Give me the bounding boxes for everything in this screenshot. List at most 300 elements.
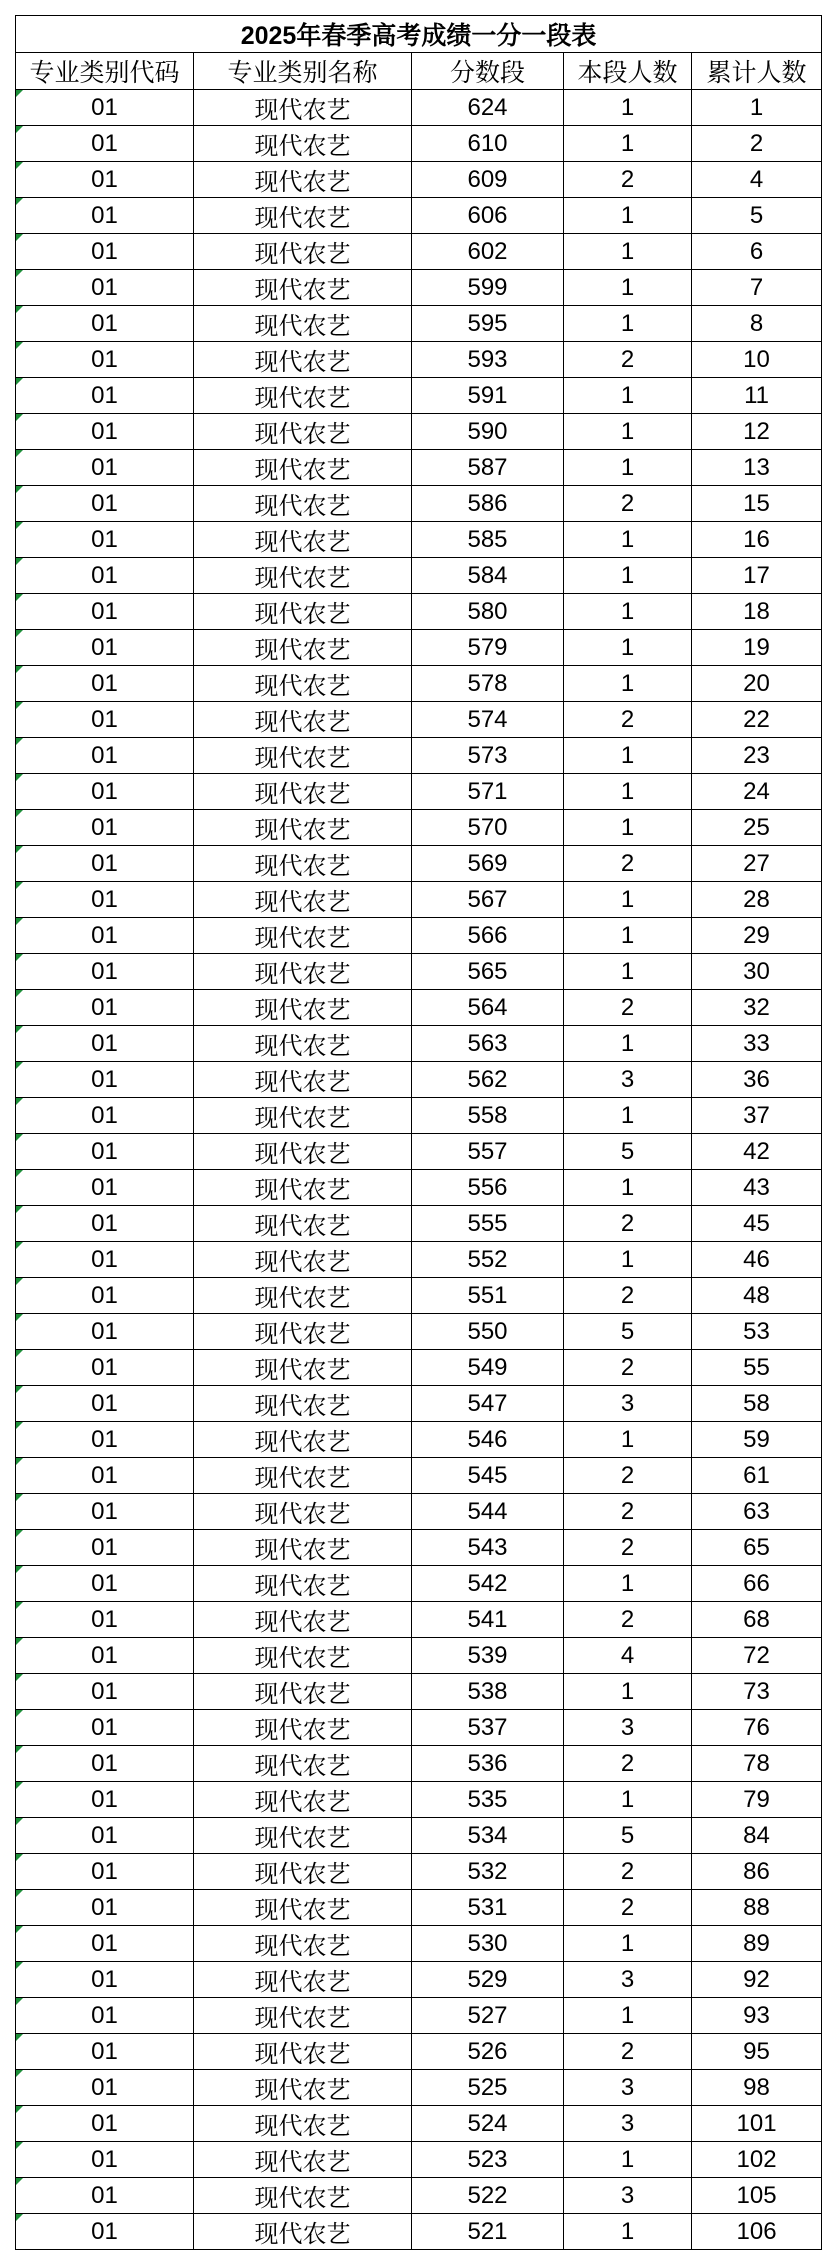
segment-count-cell: 2 xyxy=(564,1206,692,1242)
table-row xyxy=(16,198,822,234)
category-code-cell: 01 xyxy=(16,1854,194,1890)
cumulative-count-cell: 22 xyxy=(692,702,822,738)
category-code-cell: 01 xyxy=(16,594,194,630)
table-row xyxy=(16,342,822,378)
category-name-cell: 现代农艺 xyxy=(194,1314,412,1350)
segment-count-cell: 2 xyxy=(564,342,692,378)
category-code-cell: 01 xyxy=(16,702,194,738)
cumulative-count-cell: 72 xyxy=(692,1638,822,1674)
score-cell: 602 xyxy=(412,234,564,270)
table-row xyxy=(16,1170,822,1206)
segment-count-cell: 2 xyxy=(564,702,692,738)
category-code-cell: 01 xyxy=(16,522,194,558)
score-cell: 542 xyxy=(412,1566,564,1602)
cumulative-count-cell: 43 xyxy=(692,1170,822,1206)
table-row xyxy=(16,1566,822,1602)
score-cell: 571 xyxy=(412,774,564,810)
score-cell: 570 xyxy=(412,810,564,846)
score-cell: 555 xyxy=(412,1206,564,1242)
cumulative-count-cell: 1 xyxy=(692,90,822,126)
header-score: 分数段 xyxy=(412,53,564,90)
segment-count-cell: 1 xyxy=(564,414,692,450)
category-name-cell: 现代农艺 xyxy=(194,1422,412,1458)
category-name-cell: 现代农艺 xyxy=(194,1350,412,1386)
cumulative-count-cell: 84 xyxy=(692,1818,822,1854)
score-cell: 587 xyxy=(412,450,564,486)
score-cell: 593 xyxy=(412,342,564,378)
table-row xyxy=(16,594,822,630)
category-name-cell: 现代农艺 xyxy=(194,2214,412,2250)
cumulative-count-cell: 95 xyxy=(692,2034,822,2070)
cumulative-count-cell: 4 xyxy=(692,162,822,198)
category-name-cell: 现代农艺 xyxy=(194,1890,412,1926)
category-name-cell: 现代农艺 xyxy=(194,1062,412,1098)
table-row xyxy=(16,450,822,486)
score-cell: 579 xyxy=(412,630,564,666)
score-cell: 564 xyxy=(412,990,564,1026)
table-row xyxy=(16,918,822,954)
segment-count-cell: 1 xyxy=(564,738,692,774)
cumulative-count-cell: 105 xyxy=(692,2178,822,2214)
category-code-cell: 01 xyxy=(16,1530,194,1566)
cumulative-count-cell: 11 xyxy=(692,378,822,414)
header-category-code: 专业类别代码 xyxy=(16,53,194,90)
cumulative-count-cell: 101 xyxy=(692,2106,822,2142)
category-name-cell: 现代农艺 xyxy=(194,1818,412,1854)
segment-count-cell: 3 xyxy=(564,2106,692,2142)
score-cell: 549 xyxy=(412,1350,564,1386)
table-row xyxy=(16,2070,822,2106)
category-code-cell: 01 xyxy=(16,1170,194,1206)
score-cell: 522 xyxy=(412,2178,564,2214)
cumulative-count-cell: 15 xyxy=(692,486,822,522)
category-name-cell: 现代农艺 xyxy=(194,918,412,954)
score-cell: 538 xyxy=(412,1674,564,1710)
table-row xyxy=(16,2142,822,2178)
category-code-cell: 01 xyxy=(16,1638,194,1674)
category-code-cell: 01 xyxy=(16,1746,194,1782)
table-row xyxy=(16,2214,822,2250)
table-row xyxy=(16,810,822,846)
segment-count-cell: 1 xyxy=(564,630,692,666)
segment-count-cell: 1 xyxy=(564,1026,692,1062)
category-name-cell: 现代农艺 xyxy=(194,774,412,810)
table-row xyxy=(16,162,822,198)
segment-count-cell: 5 xyxy=(564,1818,692,1854)
score-table-sheet xyxy=(15,15,821,2250)
table-row xyxy=(16,702,822,738)
category-code-cell: 01 xyxy=(16,1782,194,1818)
segment-count-cell: 2 xyxy=(564,1890,692,1926)
cumulative-count-cell: 53 xyxy=(692,1314,822,1350)
cumulative-count-cell: 19 xyxy=(692,630,822,666)
table-row xyxy=(16,1962,822,1998)
category-code-cell: 01 xyxy=(16,2034,194,2070)
segment-count-cell: 2 xyxy=(564,1854,692,1890)
segment-count-cell: 2 xyxy=(564,162,692,198)
category-name-cell: 现代农艺 xyxy=(194,2070,412,2106)
category-name-cell: 现代农艺 xyxy=(194,450,412,486)
segment-count-cell: 1 xyxy=(564,594,692,630)
cumulative-count-cell: 66 xyxy=(692,1566,822,1602)
table-row xyxy=(16,2034,822,2070)
category-name-cell: 现代农艺 xyxy=(194,1206,412,1242)
table-row xyxy=(16,414,822,450)
segment-count-cell: 2 xyxy=(564,1530,692,1566)
table-row xyxy=(16,1278,822,1314)
category-name-cell: 现代农艺 xyxy=(194,1710,412,1746)
category-code-cell: 01 xyxy=(16,414,194,450)
score-cell: 537 xyxy=(412,1710,564,1746)
segment-count-cell: 4 xyxy=(564,1638,692,1674)
cumulative-count-cell: 86 xyxy=(692,1854,822,1890)
score-cell: 546 xyxy=(412,1422,564,1458)
category-name-cell: 现代农艺 xyxy=(194,558,412,594)
table-row xyxy=(16,1710,822,1746)
category-code-cell: 01 xyxy=(16,774,194,810)
cumulative-count-cell: 61 xyxy=(692,1458,822,1494)
table-row xyxy=(16,1458,822,1494)
segment-count-cell: 1 xyxy=(564,306,692,342)
cumulative-count-cell: 68 xyxy=(692,1602,822,1638)
segment-count-cell: 1 xyxy=(564,126,692,162)
category-code-cell: 01 xyxy=(16,270,194,306)
category-name-cell: 现代农艺 xyxy=(194,1602,412,1638)
category-code-cell: 01 xyxy=(16,882,194,918)
score-cell: 563 xyxy=(412,1026,564,1062)
score-cell: 567 xyxy=(412,882,564,918)
score-cell: 585 xyxy=(412,522,564,558)
category-name-cell: 现代农艺 xyxy=(194,1674,412,1710)
table-row xyxy=(16,882,822,918)
category-name-cell: 现代农艺 xyxy=(194,414,412,450)
category-code-cell: 01 xyxy=(16,1098,194,1134)
table-row xyxy=(16,2178,822,2214)
category-code-cell: 01 xyxy=(16,2214,194,2250)
score-cell: 541 xyxy=(412,1602,564,1638)
score-cell: 609 xyxy=(412,162,564,198)
table-row xyxy=(16,774,822,810)
category-name-cell: 现代农艺 xyxy=(194,954,412,990)
category-name-cell: 现代农艺 xyxy=(194,162,412,198)
category-code-cell: 01 xyxy=(16,1962,194,1998)
table-row xyxy=(16,738,822,774)
table-row xyxy=(16,1926,822,1962)
category-name-cell: 现代农艺 xyxy=(194,90,412,126)
score-cell: 543 xyxy=(412,1530,564,1566)
cumulative-count-cell: 2 xyxy=(692,126,822,162)
cumulative-count-cell: 55 xyxy=(692,1350,822,1386)
table-row xyxy=(16,1350,822,1386)
cumulative-count-cell: 16 xyxy=(692,522,822,558)
table-row xyxy=(16,234,822,270)
score-cell: 534 xyxy=(412,1818,564,1854)
score-cell: 525 xyxy=(412,2070,564,2106)
category-code-cell: 01 xyxy=(16,126,194,162)
score-cell: 544 xyxy=(412,1494,564,1530)
segment-count-cell: 2 xyxy=(564,990,692,1026)
cumulative-count-cell: 36 xyxy=(692,1062,822,1098)
cumulative-count-cell: 102 xyxy=(692,2142,822,2178)
segment-count-cell: 2 xyxy=(564,2034,692,2070)
score-cell: 556 xyxy=(412,1170,564,1206)
table-row xyxy=(16,1602,822,1638)
cumulative-count-cell: 48 xyxy=(692,1278,822,1314)
score-cell: 562 xyxy=(412,1062,564,1098)
table-row xyxy=(16,1134,822,1170)
title-row xyxy=(16,16,822,53)
cumulative-count-cell: 45 xyxy=(692,1206,822,1242)
segment-count-cell: 1 xyxy=(564,198,692,234)
header-cumulative-count: 累计人数 xyxy=(692,53,822,90)
category-code-cell: 01 xyxy=(16,1998,194,2034)
category-name-cell: 现代农艺 xyxy=(194,522,412,558)
segment-count-cell: 1 xyxy=(564,1674,692,1710)
category-name-cell: 现代农艺 xyxy=(194,1134,412,1170)
table-row xyxy=(16,1098,822,1134)
category-code-cell: 01 xyxy=(16,1926,194,1962)
segment-count-cell: 5 xyxy=(564,1314,692,1350)
cumulative-count-cell: 6 xyxy=(692,234,822,270)
table-row xyxy=(16,126,822,162)
table-row xyxy=(16,2106,822,2142)
score-cell: 547 xyxy=(412,1386,564,1422)
category-name-cell: 现代农艺 xyxy=(194,882,412,918)
segment-count-cell: 1 xyxy=(564,450,692,486)
category-code-cell: 01 xyxy=(16,162,194,198)
segment-count-cell: 1 xyxy=(564,882,692,918)
category-code-cell: 01 xyxy=(16,486,194,522)
category-code-cell: 01 xyxy=(16,1242,194,1278)
score-cell: 590 xyxy=(412,414,564,450)
table-row xyxy=(16,558,822,594)
category-code-cell: 01 xyxy=(16,558,194,594)
segment-count-cell: 2 xyxy=(564,1494,692,1530)
table-row xyxy=(16,954,822,990)
score-cell: 578 xyxy=(412,666,564,702)
cumulative-count-cell: 28 xyxy=(692,882,822,918)
category-name-cell: 现代农艺 xyxy=(194,198,412,234)
category-code-cell: 01 xyxy=(16,738,194,774)
table-row xyxy=(16,1494,822,1530)
score-cell: 535 xyxy=(412,1782,564,1818)
cumulative-count-cell: 27 xyxy=(692,846,822,882)
score-cell: 523 xyxy=(412,2142,564,2178)
cumulative-count-cell: 8 xyxy=(692,306,822,342)
score-cell: 539 xyxy=(412,1638,564,1674)
segment-count-cell: 3 xyxy=(564,1710,692,1746)
cumulative-count-cell: 76 xyxy=(692,1710,822,1746)
category-code-cell: 01 xyxy=(16,1062,194,1098)
category-code-cell: 01 xyxy=(16,630,194,666)
category-name-cell: 现代农艺 xyxy=(194,2106,412,2142)
segment-count-cell: 1 xyxy=(564,1998,692,2034)
cumulative-count-cell: 89 xyxy=(692,1926,822,1962)
cumulative-count-cell: 32 xyxy=(692,990,822,1026)
table-row xyxy=(16,1206,822,1242)
table-row xyxy=(16,1314,822,1350)
score-cell: 532 xyxy=(412,1854,564,1890)
table-row xyxy=(16,1746,822,1782)
segment-count-cell: 3 xyxy=(564,2178,692,2214)
category-code-cell: 01 xyxy=(16,810,194,846)
category-name-cell: 现代农艺 xyxy=(194,486,412,522)
cumulative-count-cell: 88 xyxy=(692,1890,822,1926)
cumulative-count-cell: 13 xyxy=(692,450,822,486)
table-row xyxy=(16,522,822,558)
table-title: 2025年春季高考成绩一分一段表 xyxy=(16,16,822,53)
category-code-cell: 01 xyxy=(16,342,194,378)
category-code-cell: 01 xyxy=(16,1674,194,1710)
category-code-cell: 01 xyxy=(16,1458,194,1494)
category-name-cell: 现代农艺 xyxy=(194,2142,412,2178)
table-row xyxy=(16,1638,822,1674)
score-cell: 573 xyxy=(412,738,564,774)
category-code-cell: 01 xyxy=(16,1206,194,1242)
category-name-cell: 现代农艺 xyxy=(194,1458,412,1494)
score-cell: 558 xyxy=(412,1098,564,1134)
cumulative-count-cell: 5 xyxy=(692,198,822,234)
category-name-cell: 现代农艺 xyxy=(194,1026,412,1062)
category-name-cell: 现代农艺 xyxy=(194,1530,412,1566)
category-code-cell: 01 xyxy=(16,198,194,234)
category-code-cell: 01 xyxy=(16,954,194,990)
cumulative-count-cell: 63 xyxy=(692,1494,822,1530)
header-segment-count: 本段人数 xyxy=(564,53,692,90)
cumulative-count-cell: 20 xyxy=(692,666,822,702)
segment-count-cell: 2 xyxy=(564,1746,692,1782)
table-row xyxy=(16,990,822,1026)
segment-count-cell: 1 xyxy=(564,378,692,414)
table-row xyxy=(16,1854,822,1890)
category-code-cell: 01 xyxy=(16,918,194,954)
segment-count-cell: 3 xyxy=(564,1386,692,1422)
category-name-cell: 现代农艺 xyxy=(194,990,412,1026)
category-name-cell: 现代农艺 xyxy=(194,234,412,270)
category-code-cell: 01 xyxy=(16,90,194,126)
score-cell: 566 xyxy=(412,918,564,954)
table-row xyxy=(16,1026,822,1062)
table-row xyxy=(16,90,822,126)
category-code-cell: 01 xyxy=(16,1602,194,1638)
category-name-cell: 现代农艺 xyxy=(194,738,412,774)
score-cell: 599 xyxy=(412,270,564,306)
category-code-cell: 01 xyxy=(16,1818,194,1854)
segment-count-cell: 2 xyxy=(564,1350,692,1386)
segment-count-cell: 1 xyxy=(564,666,692,702)
score-cell: 527 xyxy=(412,1998,564,2034)
category-name-cell: 现代农艺 xyxy=(194,1386,412,1422)
cumulative-count-cell: 98 xyxy=(692,2070,822,2106)
segment-count-cell: 1 xyxy=(564,1170,692,1206)
score-cell: 529 xyxy=(412,1962,564,1998)
cumulative-count-cell: 59 xyxy=(692,1422,822,1458)
category-code-cell: 01 xyxy=(16,1350,194,1386)
segment-count-cell: 3 xyxy=(564,1962,692,1998)
table-row xyxy=(16,666,822,702)
table-row xyxy=(16,1890,822,1926)
segment-count-cell: 2 xyxy=(564,846,692,882)
cumulative-count-cell: 23 xyxy=(692,738,822,774)
segment-count-cell: 1 xyxy=(564,90,692,126)
table-row xyxy=(16,630,822,666)
table-row xyxy=(16,306,822,342)
table-body xyxy=(16,90,822,2250)
score-cell: 530 xyxy=(412,1926,564,1962)
category-code-cell: 01 xyxy=(16,666,194,702)
category-name-cell: 现代农艺 xyxy=(194,630,412,666)
score-cell: 624 xyxy=(412,90,564,126)
category-code-cell: 01 xyxy=(16,2178,194,2214)
cumulative-count-cell: 42 xyxy=(692,1134,822,1170)
table-row xyxy=(16,378,822,414)
category-name-cell: 现代农艺 xyxy=(194,126,412,162)
segment-count-cell: 1 xyxy=(564,2142,692,2178)
cumulative-count-cell: 73 xyxy=(692,1674,822,1710)
table-row xyxy=(16,486,822,522)
header-category-name: 专业类别名称 xyxy=(194,53,412,90)
score-cell: 591 xyxy=(412,378,564,414)
category-name-cell: 现代农艺 xyxy=(194,1926,412,1962)
category-code-cell: 01 xyxy=(16,1422,194,1458)
segment-count-cell: 3 xyxy=(564,2070,692,2106)
segment-count-cell: 1 xyxy=(564,954,692,990)
cumulative-count-cell: 92 xyxy=(692,1962,822,1998)
category-code-cell: 01 xyxy=(16,1710,194,1746)
cumulative-count-cell: 33 xyxy=(692,1026,822,1062)
category-code-cell: 01 xyxy=(16,2142,194,2178)
category-code-cell: 01 xyxy=(16,2070,194,2106)
category-name-cell: 现代农艺 xyxy=(194,1962,412,1998)
score-cell: 552 xyxy=(412,1242,564,1278)
score-cell: 551 xyxy=(412,1278,564,1314)
category-name-cell: 现代农艺 xyxy=(194,846,412,882)
segment-count-cell: 1 xyxy=(564,1242,692,1278)
category-name-cell: 现代农艺 xyxy=(194,1638,412,1674)
cumulative-count-cell: 29 xyxy=(692,918,822,954)
segment-count-cell: 1 xyxy=(564,270,692,306)
cumulative-count-cell: 65 xyxy=(692,1530,822,1566)
cumulative-count-cell: 24 xyxy=(692,774,822,810)
category-name-cell: 现代农艺 xyxy=(194,1566,412,1602)
category-name-cell: 现代农艺 xyxy=(194,2034,412,2070)
table-row xyxy=(16,1530,822,1566)
cumulative-count-cell: 25 xyxy=(692,810,822,846)
category-name-cell: 现代农艺 xyxy=(194,270,412,306)
cumulative-count-cell: 12 xyxy=(692,414,822,450)
score-cell: 524 xyxy=(412,2106,564,2142)
category-code-cell: 01 xyxy=(16,450,194,486)
score-cell: 536 xyxy=(412,1746,564,1782)
cumulative-count-cell: 18 xyxy=(692,594,822,630)
table-row xyxy=(16,270,822,306)
category-name-cell: 现代农艺 xyxy=(194,306,412,342)
segment-count-cell: 1 xyxy=(564,234,692,270)
segment-count-cell: 1 xyxy=(564,558,692,594)
score-cell: 521 xyxy=(412,2214,564,2250)
score-distribution-table xyxy=(15,15,822,2250)
cumulative-count-cell: 78 xyxy=(692,1746,822,1782)
segment-count-cell: 1 xyxy=(564,810,692,846)
category-name-cell: 现代农艺 xyxy=(194,1098,412,1134)
category-name-cell: 现代农艺 xyxy=(194,1746,412,1782)
table-row xyxy=(16,1674,822,1710)
score-cell: 580 xyxy=(412,594,564,630)
category-name-cell: 现代农艺 xyxy=(194,810,412,846)
segment-count-cell: 3 xyxy=(564,1062,692,1098)
table-row xyxy=(16,1782,822,1818)
score-cell: 545 xyxy=(412,1458,564,1494)
